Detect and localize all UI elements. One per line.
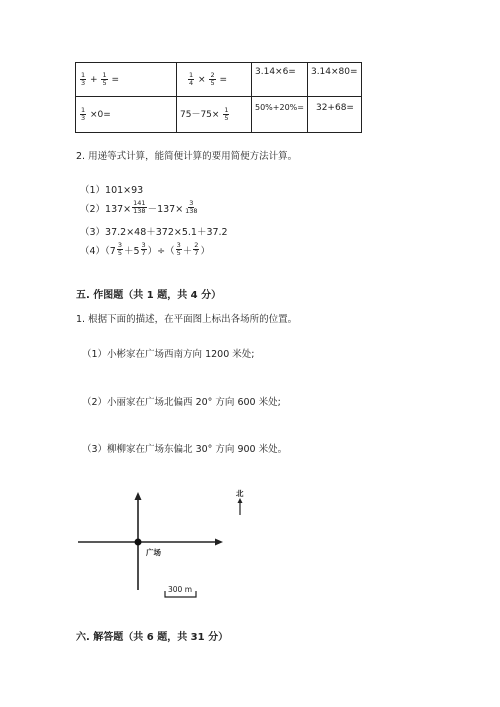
square-point (135, 539, 142, 546)
map-diagram (0, 480, 500, 610)
table-cell: $\frac{1}{3}$ + $\frac{1}{5}$ = (76, 63, 177, 97)
scale-label: 300 m (168, 585, 193, 594)
fraction: $\frac{1}{3}$ (81, 106, 86, 122)
item-3: （3）37.2×48＋372×5.1＋37.2 (80, 227, 228, 238)
table-cell: 3.14×80= (307, 63, 361, 97)
fraction: $\frac{1}{5}$ (224, 106, 229, 122)
fraction: $\frac{3}{5}$ (117, 241, 122, 257)
center-label: 广场 (146, 548, 161, 557)
table-cell: 32+68= (307, 97, 361, 133)
north-label: 北 (236, 489, 244, 498)
fraction: $\frac{1}{5}$ (102, 71, 107, 87)
fraction: $\frac{1}{4}$ (189, 71, 194, 87)
description-2: （2）小丽家在广场北偏西 20° 方向 600 米处; (82, 397, 281, 408)
fraction: $\frac{2}{7}$ (194, 241, 199, 257)
table-cell: $\frac{1}{3}$ ×0= (76, 97, 177, 133)
section-5-heading: 五. 作图题（共 1 题，共 4 分） (76, 290, 222, 301)
table-cell: $\frac{1}{4}$ × $\frac{2}{5}$ = (177, 63, 252, 97)
table-cell: 75－75× $\frac{1}{5}$ (177, 97, 252, 133)
table-cell: 50%+20%= (252, 97, 308, 133)
table-row (76, 97, 362, 133)
fraction: $\frac{1}{3}$ (81, 71, 86, 87)
right-arrowhead (215, 539, 223, 546)
table-cell: 3.14×6= (252, 63, 308, 97)
description-3: （3）柳柳家在广场东偏北 30° 方向 900 米处。 (82, 444, 288, 455)
item-1: （1）101×93 (80, 185, 144, 196)
fraction: $\frac{3}{138}$ (185, 199, 198, 215)
section-6-heading: 六. 解答题（共 6 题，共 31 分） (76, 632, 229, 643)
question-2-title: 2. 用递等式计算，能简便计算的要用简便方法计算。 (76, 151, 298, 162)
up-arrowhead (135, 492, 142, 500)
item-2: （2）137× $\frac{141}{138}$ －137× $\frac{3}{138}$ (80, 199, 198, 215)
item-4: （4）（7 $\frac{3}{5}$ ＋5 $\frac{3}{7}$ ）÷（ $\frac{3}{5}$ ＋ $\frac{2}{7}$ ） (80, 241, 210, 257)
description-1: （1）小彬家在广场西南方向 1200 米处; (82, 349, 255, 360)
section-5-question: 1. 根据下面的描述，在平面图上标出各场所的位置。 (76, 314, 298, 325)
table-row (76, 63, 362, 97)
fraction: $\frac{141}{138}$ (133, 199, 146, 215)
fraction: $\frac{2}{5}$ (210, 71, 215, 87)
fraction: $\frac{3}{5}$ (176, 241, 181, 257)
calculation-table (75, 62, 362, 133)
fraction: $\frac{3}{7}$ (141, 241, 146, 257)
